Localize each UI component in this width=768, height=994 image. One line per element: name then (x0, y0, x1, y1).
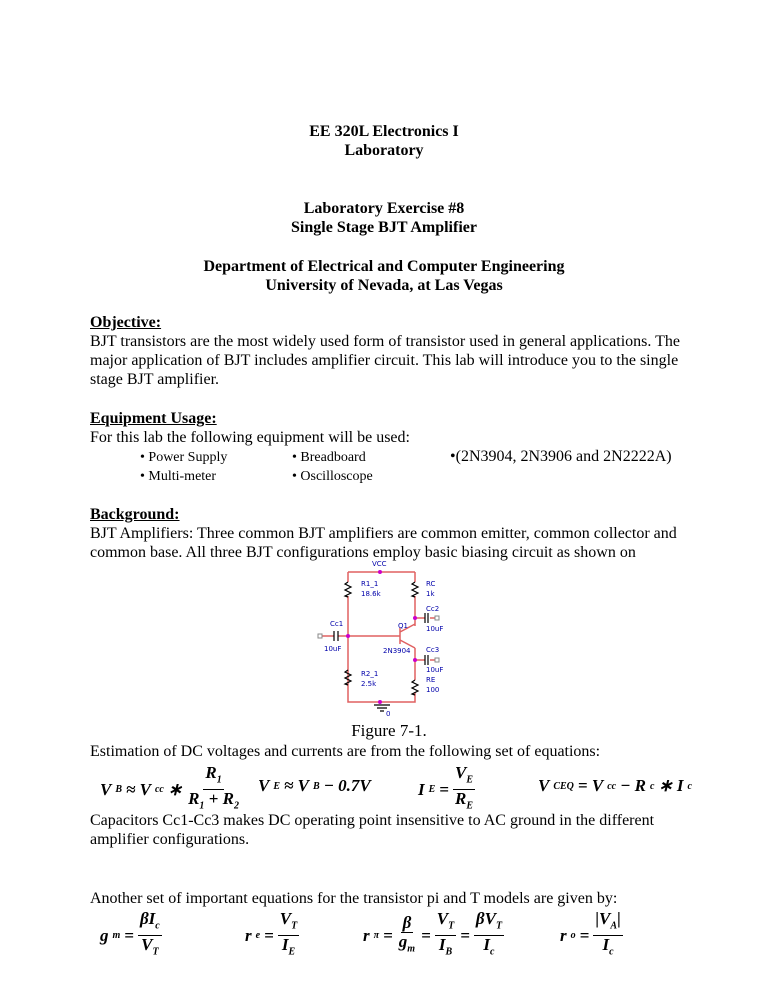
university: University of Nevada, at Las Vegas (265, 277, 503, 294)
equation-ro: r o = $|V_A|$ $I_c$ (560, 909, 621, 958)
background-text: BJT Amplifiers: Three common BJT amplifiers are common emitter, common collector and common base. All three BJT configurations employ basic biasing circuit as shown on (90, 525, 677, 561)
circuit-diagram (300, 552, 470, 722)
equation-rpi: r π = β $g_m$ = $V_T$ $I_B$ = $\beta V_T$ $I_c$ (363, 909, 503, 958)
value-cc3: 10uF (426, 666, 444, 674)
label-ground: 0 (386, 710, 391, 718)
equipment-intro: For this lab the following equipment will be used: (90, 429, 410, 446)
figure-caption: Figure 7-1. (351, 721, 427, 740)
label-re: RE (426, 676, 436, 684)
objective-text: BJT transistors are the most widely used form of transistor used in general applications. The major application of BJT includes amplifier circuit. This lab will introduce you to the single stage BJT amplifier. (90, 333, 680, 388)
equipment-item: • Breadboard (292, 450, 366, 465)
course-title: EE 320L Electronics I (309, 123, 459, 140)
equipment-item: • Multi-meter (140, 469, 217, 484)
value-re: 100 (426, 686, 440, 694)
label-cc1: Cc1 (330, 620, 344, 628)
label-cc2: Cc2 (426, 605, 440, 613)
value-rc: 1k (426, 590, 435, 598)
course-subtitle: Laboratory (344, 142, 424, 159)
objective-heading: Objective: (90, 314, 162, 331)
equation-re: r e = $V_T$ $I_E$ (245, 909, 298, 958)
label-r2: R2_1 (361, 670, 379, 678)
equation-vceq: V CEQ = V cc − R c ∗ I c (538, 776, 692, 795)
value-r1: 18.6k (361, 590, 381, 598)
equation-ve: V E ≈ V B − 0.7V (258, 776, 371, 795)
equation-gm: g m = $\beta I_c$ $V_T$ (100, 909, 160, 958)
value-r2: 2.5k (361, 680, 377, 688)
equipment-item: • Power Supply (140, 450, 228, 465)
label-q1: Q1 (398, 622, 408, 630)
estimation-text: Estimation of DC voltages and currents are from the following set of equations: (90, 743, 601, 760)
label-rc: RC (426, 580, 436, 588)
label-cc3: Cc3 (426, 646, 440, 654)
value-q1: 2N3904 (383, 647, 411, 655)
capacitors-text: Capacitors Cc1-Cc3 makes DC operating point insensitive to AC ground in the different amplifier configurations. (90, 812, 655, 848)
value-cc1: 10uF (324, 645, 342, 653)
equation-ie: I E = $V_E$ $R_E$ (418, 763, 473, 812)
equipment-heading: Equipment Usage: (90, 410, 217, 427)
equipment-item: • Oscilloscope (292, 469, 373, 484)
label-vcc: VCC (372, 560, 387, 568)
another-text: Another set of important equations for the transistor pi and T models are given by: (90, 890, 618, 907)
exercise-number: Laboratory Exercise #8 (303, 200, 465, 217)
value-cc2: 10uF (426, 625, 444, 633)
exercise-title: Single Stage BJT Amplifier (291, 219, 477, 236)
label-r1: R1_1 (361, 580, 379, 588)
department: Department of Electrical and Computer Engineering (203, 258, 565, 275)
equation-vb: V B ≈ V cc ∗ $R_1$ $R_1 + R_2$ (100, 763, 239, 812)
equipment-item: •(2N3904, 2N3906 and 2N2222A) (450, 448, 672, 465)
background-heading: Background: (90, 506, 180, 523)
